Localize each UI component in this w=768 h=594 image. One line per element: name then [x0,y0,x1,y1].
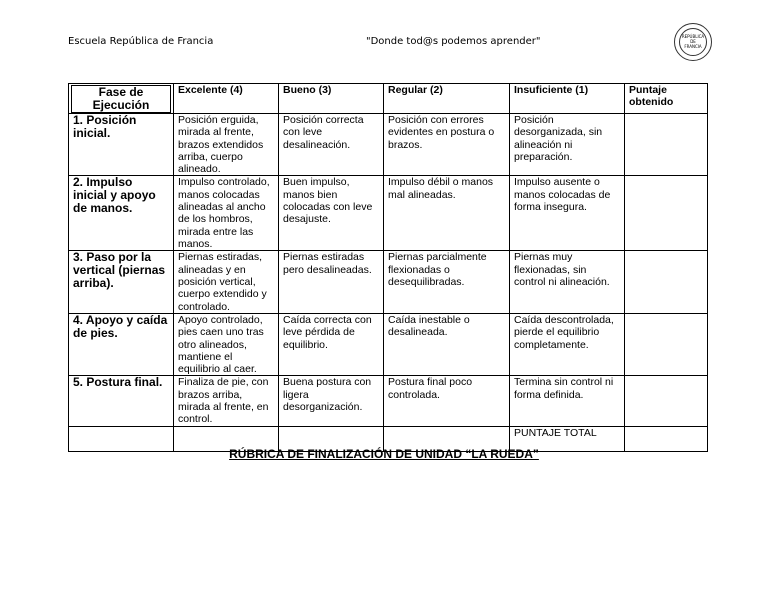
regular-cell: Postura final poco controlada. [384,376,510,426]
bueno-cell: Piernas estiradas pero desalineadas. [279,251,384,313]
excelente-cell: Piernas estiradas, alineadas y en posición vertical, cuerpo extendido y controlado. [174,251,279,313]
header-regular: Regular (2) [384,84,510,114]
rubric-table [68,83,708,452]
insuficiente-cell: Impulso ausente o manos colocadas de forma insegura. [510,176,625,251]
puntaje-cell[interactable] [625,313,708,375]
header-insuficiente: Insuficiente (1) [510,84,625,114]
excelente-cell: Posición erguida, mirada al frente, brazos extendidos arriba, cuerpo alineado. [174,114,279,176]
regular-cell: Posición con errores evidentes en postura o brazos. [384,114,510,176]
bueno-cell: Posición correcta con leve desalineación. [279,114,384,176]
total-label: PUNTAJE TOTAL [510,426,625,451]
header-bueno: Bueno (3) [279,84,384,114]
table-header-row [69,84,708,114]
phase-cell: 4. Apoyo y caída de pies. [69,313,174,375]
puntaje-cell[interactable] [625,376,708,426]
bueno-cell: Buena postura con ligera desorganización. [279,376,384,426]
table-row [69,313,708,375]
puntaje-cell[interactable] [625,176,708,251]
school-motto: "Donde tod@s podemos aprender" [366,36,541,47]
table-row [69,114,708,176]
puntaje-cell[interactable] [625,251,708,313]
table-row [69,251,708,313]
phase-cell: 5. Postura final. [69,376,174,426]
insuficiente-cell: Piernas muy flexionadas, sin control ni alineación. [510,251,625,313]
phase-cell: 3. Paso por la vertical (piernas arriba). [69,251,174,313]
regular-cell: Caída inestable o desalineada. [384,313,510,375]
header-excelente: Excelente (4) [174,84,279,114]
phase-cell: 1. Posición inicial. [69,114,174,176]
insuficiente-cell: Posición desorganizada, sin alineación ni preparación. [510,114,625,176]
school-name: Escuela República de Francia [68,36,214,47]
bueno-cell: Caída correcta con leve pérdida de equilibrio. [279,313,384,375]
excelente-cell: Apoyo controlado, pies caen uno tras otro alineados, mantiene el equilibrio al caer. [174,313,279,375]
insuficiente-cell: Termina sin control ni forma definida. [510,376,625,426]
rubric-caption: RÚBRICA DE FINALIZACIÓN DE UNIDAD “LA RUEDA” [229,447,539,461]
excelente-cell: Finaliza de pie, con brazos arriba, mirada al frente, en control. [174,376,279,426]
header-fase: Fase de Ejecución [69,84,174,114]
excelente-cell: Impulso controlado, manos colocadas alineadas al ancho de los hombros, mirada entre las manos. [174,176,279,251]
school-seal-icon: REPÚBLICA DE FRANCIA [674,23,712,61]
puntaje-cell[interactable] [625,114,708,176]
phase-cell: 2. Impulso inicial y apoyo de manos. [69,176,174,251]
header-puntaje: Puntaje obtenido [625,84,708,114]
regular-cell: Impulso débil o manos mal alineadas. [384,176,510,251]
insuficiente-cell: Caída descontrolada, pierde el equilibrio completamente. [510,313,625,375]
bueno-cell: Buen impulso, manos bien colocadas con leve desajuste. [279,176,384,251]
regular-cell: Piernas parcialmente flexionadas o desequilibradas. [384,251,510,313]
table-row [69,176,708,251]
table-row [69,376,708,426]
